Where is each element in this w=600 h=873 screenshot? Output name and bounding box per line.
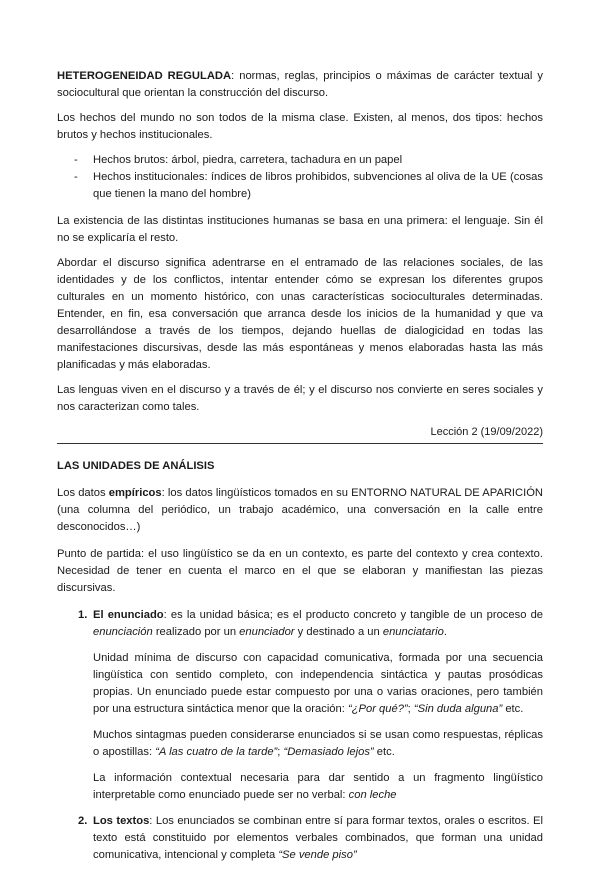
enunciatario-term: enunciatario (382, 626, 444, 638)
enunciacion-term: enunciación (93, 626, 153, 638)
datos-term: empíricos (108, 487, 162, 499)
unidad-minima-text: etc. (502, 703, 524, 715)
list-item-text: Hechos institucionales: índices de libros prohibidos, subvenciones al oliva de la UE (cosas que tienen la mano del hombre) (93, 171, 543, 200)
list-item-textos (57, 813, 543, 864)
lenguas-paragraph: Las lenguas viven en el discurso y a través de él; y el discurso nos convierte en seres sociales y nos caracterizan como tales. (57, 384, 543, 413)
heterogeneidad-definition: : normas, reglas, principios o máximas de carácter textual y sociocultural que orientan la construcción del discurso. (57, 70, 543, 99)
hechos-list (57, 152, 543, 203)
example-text: “Sin duda alguna” (413, 703, 503, 715)
sintagmas-paragraph (93, 727, 543, 761)
enunciador-term: enunciador (239, 626, 295, 638)
datos-paragraph (57, 485, 543, 536)
enunciado-definition (93, 607, 543, 641)
unidad-minima-paragraph (93, 650, 543, 718)
dash-bullet: - (74, 171, 78, 183)
units-list (57, 607, 543, 864)
instituciones-paragraph: La existencia de las distintas instituciones humanas se basa en una primera: el lenguaje. Sin él no se explicaría el resto. (57, 215, 543, 244)
informacion-contextual-paragraph (93, 770, 543, 804)
punto-partida-paragraph: Punto de partida: el uso lingüístico se da en un contexto, es parte del contexto y crea contexto. Necesidad de tener en cuenta el marco en el que se elaboran y manifiestan las piezas discursivas. (57, 548, 543, 594)
heterogeneidad-term: HETEROGENEIDAD REGULADA (57, 70, 232, 82)
sintagmas-text: Muchos sintagmas pueden considerarse enunciados si se usan como respuestas, réplicas o apostillas: (93, 729, 543, 758)
textos-def-text: : Los enunciados se combinan entre sí para formar textos, orales o escritos. El texto está constituido por elementos verbales combinados, que forman una unidad comunicativa, intencional y completa (93, 815, 543, 861)
enunciado-def-text: y destinado a un (294, 626, 383, 638)
dash-bullet: - (74, 154, 78, 166)
list-item (57, 169, 543, 203)
list-item-text: Hechos brutos: árbol, piedra, carretera, tachadura en un papel (93, 154, 403, 166)
textos-definition (93, 813, 543, 864)
textos-term: Los textos (93, 815, 150, 827)
item-number: 1. (78, 609, 88, 621)
example-text: “A las cuatro de la tarde” (155, 746, 278, 758)
datos-prefix: Los datos (57, 487, 109, 499)
section-heading: LAS UNIDADES DE ANÁLISIS (57, 460, 215, 472)
informacion-text: La información contextual necesaria para dar sentido a un fragmento lingüístico interpretable como enunciado puede ser no verbal: (93, 772, 543, 801)
heterogeneidad-paragraph (57, 68, 543, 102)
abordar-paragraph: Abordar el discurso significa adentrarse en el entramado de las relaciones sociales, de las identidades y de los conflictos, intentar entender cómo se expresan los diferentes grupos culturales en un momento histórico, con unas características socioculturales determinadas. Entender, en fin, esa conversación que arranca desde los inicios de la humanidad y que va desarrollándose a través de los tiempos, dejando huellas de dialogicidad en todas las manifestaciones discursivas, desde las más espontáneas y menos elaboradas hasta las más planificadas y más elaboradas. (57, 257, 543, 371)
section-divider (57, 443, 543, 444)
separator-text: ; (407, 703, 414, 715)
example-text: con leche (348, 789, 397, 801)
hechos-intro-paragraph: Los hechos del mundo no son todos de la misma clase. Existen, al menos, dos tipos: hechos brutos y hechos institucionales. (57, 112, 543, 141)
document-page (57, 68, 543, 873)
enunciado-def-text: . (443, 626, 447, 638)
item-number: 2. (78, 815, 88, 827)
sintagmas-text: etc. (373, 746, 395, 758)
example-text: “¿Por qué?” (347, 703, 408, 715)
enunciado-def-text: realizado por un (152, 626, 240, 638)
separator-text: ; (277, 746, 284, 758)
list-item (57, 152, 543, 169)
enunciado-def-text: : es la unidad básica; es el producto concreto y tangible de un proceso de (163, 609, 544, 621)
datos-definition: : los datos lingüísticos tomados en su ENTORNO NATURAL DE APARICIÓN (una columna del periódico, un trabajo académico, una conversación en la calle entre desconocidos…) (57, 487, 543, 533)
enunciado-term: El enunciado (93, 609, 164, 621)
list-item-enunciado (57, 607, 543, 804)
example-text: “Se vende piso” (278, 849, 357, 861)
lesson-label: Lección 2 (19/09/2022) (430, 426, 543, 438)
unidad-minima-text: Unidad mínima de discurso con capacidad comunicativa, formada por una secuencia lingüística con sentido completo, con independencia sintáctica y pautas prosódicas propias. Un enunciado puede estar compuesto por una o varias oraciones, pero también por una estructura sintáctica menor que la oración: (93, 652, 543, 715)
example-text: “Demasiado lejos” (283, 746, 374, 758)
